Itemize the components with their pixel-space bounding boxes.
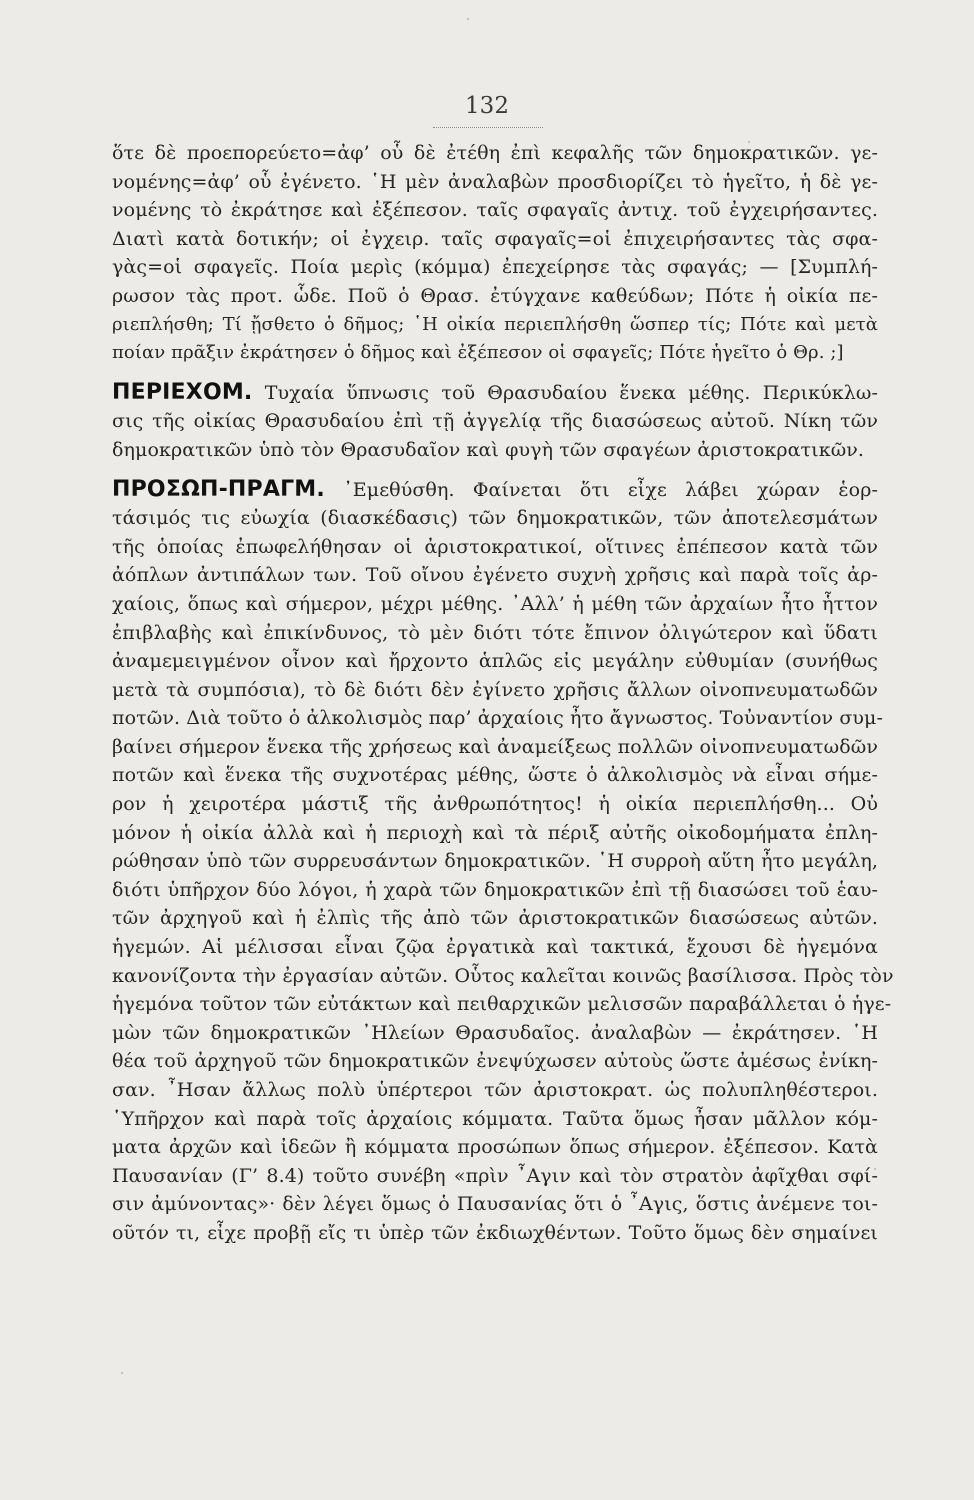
- text-line: ποίαν πρᾶξιν ἐκράτησεν ὁ δῆμος καὶ ἐξέπεσον οἱ σφαγεῖς; Πότε ἡγεῖτο ὁ Θρ. ;]: [112, 342, 844, 364]
- text-line: ρώθησαν ὑπὸ τῶν συρρευσάντων δημοκρατικῶν. ῾Η συρροὴ αὕτη ἦτο μεγάλη,: [112, 850, 878, 873]
- scan-speck: [121, 1372, 123, 1374]
- text-line: Παυσανίαν (Γ’ 8.4) τοῦτο συνέβη «πρὶν ῏Αγιν καὶ τὸν στρατὸν ἀφῖχθαι σφί-: [112, 1164, 878, 1187]
- text-line: τάσιμός τις εὐωχία (διασκέδασις) τῶν δημοκρατικῶν, τῶν ἀποτελεσμάτων: [112, 507, 878, 530]
- text-run: Τυχαία ὕπνωσις τοῦ Θρασυδαίου ἕνεκα μέθης. Περικύκλω-: [264, 381, 879, 404]
- scan-speck: [874, 1168, 876, 1170]
- text-line: νομένης=ἀφ’ οὗ ἐγένετο. ῾Η μὲν ἀναλαβὼν προσδιορίζει τὸ ἡγεῖτο, ἡ δὲ γε-: [112, 170, 878, 193]
- section-heading: ΠΡΟΣΩΠ-ΠΡΑΓΜ.: [112, 476, 325, 502]
- text-line: τῆς ὁποίας ἐπωφελήθησαν οἱ ἀριστοκρατικοί, οἵτινες ἐπέπεσον κατὰ τῶν: [112, 535, 878, 558]
- text-line: ρον ἡ χειροτέρα μάστιξ τῆς ἀνθρωπότητος! ἡ οἰκία περιεπλήσθη... Οὐ: [112, 793, 878, 816]
- text-line: μόνον ἡ οἰκία ἀλλὰ καὶ ἡ περιοχὴ καὶ τὰ πέριξ αὐτῆς οἰκοδομήματα ἐπλη-: [112, 821, 878, 844]
- text-line: θέα τοῦ ἀρχηγοῦ τῶν δημοκρατικῶν ἐνεψύχωσεν αὐτοὺς ὥστε ἀμέσως ἐνίκη-: [112, 1050, 878, 1073]
- text-line: ρωσον τὰς προτ. ὧδε. Ποῦ ὁ Θρασ. ἐτύγχανε καθεύδων; Πότε ἡ οἰκία πε-: [112, 284, 878, 307]
- text-line: ἐπιβλαβὴς καὶ ἐπικίνδυνος, τὸ μὲν διότι τότε ἔπινον ὀλιγώτερον καὶ ὕδατι: [112, 621, 878, 644]
- page-number-rule: [433, 127, 543, 128]
- text-line: νομένης τὸ ἐκράτησε καὶ ἐξέπεσον. ταῖς σφαγαῖς ἀντιχ. τοῦ ἐγχειρήσαντες.: [112, 199, 878, 222]
- scan-speck: [467, 18, 469, 20]
- text-line: ματα ἀρχῶν καὶ ἰδεῶν ἢ κόμματα προσώπων ὅπως σήμερον. ἐξέπεσον. Κατὰ: [112, 1136, 878, 1159]
- text-line: κανονίζοντα τὴν ἐργασίαν αὐτῶν. Οὗτος καλεῖται κοινῶς βασίλισσα. Πρὸς τὸν: [112, 964, 894, 987]
- text-line: ὅτε δὲ προεπορεύετο=ἀφ’ οὗ δὲ ἐτέθη ἐπὶ κεφαλῆς τῶν δημοκρατικῶν. γε-: [112, 142, 878, 164]
- text-line: ἀόπλων ἀντιπάλων των. Τοῦ οἴνου ἐγένετο συχνὴ χρῆσις καὶ παρὰ τοῖς ἀρ-: [112, 564, 878, 587]
- prosopa-first-line: [112, 476, 878, 505]
- text-line: μετὰ τὰ συμπόσια), τὸ δὲ διότι δὲν ἐγίνετο χρῆσις ἄλλων οἰνοπνευματωδῶν: [112, 678, 878, 701]
- scan-speck: [748, 141, 750, 143]
- text-line: ποτῶν. Διὰ τοῦτο ὁ ἀλκολισμὸς παρ’ ἀρχαίοις ἦτο ἄγνωστος. Τοὐναντίον συμ-: [112, 707, 884, 730]
- text-line: ἀναμεμειγμένον οἶνον καὶ ἤρχοντο ἁπλῶς εἰς μεγάλην εὐθυμίαν (συνήθως: [112, 650, 878, 673]
- text-line: Διατὶ κατὰ δοτικήν; οἱ ἐγχειρ. ταῖς σφαγαῖς=οἱ ἐπιχειρήσαντες τὰς σφα-: [112, 227, 878, 250]
- text-line: βαίνει σήμερον ἕνεκα τῆς χρήσεως καὶ ἀναμείξεως πολλῶν οἰνοπνευματωδῶν: [112, 735, 878, 758]
- text-line: ποτῶν καὶ ἕνεκα τῆς συχνοτέρας μέθης, ὥστε ὁ ἀλκολισμὸς νὰ εἶναι σήμε-: [112, 764, 878, 787]
- text-line: σις τῆς οἰκίας Θρασυδαίου ἐπὶ τῇ ἀγγελίᾳ τῆς διασώσεως αὐτοῦ. Νίκη τῶν: [112, 410, 878, 433]
- section-heading: ΠΕΡΙΕΧΟΜ.: [112, 379, 253, 405]
- text-line: ἡγεμόνα τοῦτον τῶν εὐτάκτων καὶ πειθαρχικῶν μελισσῶν παραβάλλεται ὁ ἡγε-: [112, 993, 892, 1016]
- text-line: σιν ἀμύνοντας»· δὲν λέγει ὅμως ὁ Παυσανίας ὅτι ὁ ῏Αγις, ὅστις ἀνέμενε τοι-: [112, 1193, 878, 1216]
- text-line: διότι ὑπῆρχον δύο λόγοι, ἡ χαρὰ τῶν δημοκρατικῶν ἐπὶ τῇ διασώσει τοῦ ἑαυ-: [112, 878, 878, 901]
- main-text: [112, 139, 894, 1248]
- text-line: ῾Υπῆρχον καὶ παρὰ τοῖς ἀρχαίοις κόμματα. Ταῦτα ὅμως ἦσαν μᾶλλον κόμ-: [112, 1107, 878, 1130]
- periechom-first-line: [112, 379, 878, 408]
- text-line: ριεπλήσθη; Τί ᾔσθετο ὁ δῆμος; ῾Η οἰκία περιεπλήσθη ὥσπερ τίς; Πότε καὶ μετὰ: [112, 313, 878, 335]
- text-line: ἡγεμών. Αἱ μέλισσαι εἶναι ζῷα ἐργατικὰ καὶ τακτικά, ἔχουσι δὲ ἡγεμόνα: [112, 936, 878, 959]
- text-line: τῶν ἀρχηγοῦ καὶ ἡ ἐλπὶς τῆς ἀπὸ τῶν ἀριστοκρατικῶν διασώσεως αὐτῶν.: [112, 907, 878, 930]
- text-line: οῦτόν τι, εἶχε προβῇ εἴς τι ὑπὲρ τῶν ἐκδιωχθέντων. Τοῦτο ὅμως δὲν σημαίνει: [112, 1221, 878, 1244]
- page-number: 132: [465, 93, 509, 119]
- text-line: γὰς=οἱ σφαγεῖς. Ποία μερὶς (κόμμα) ἐπεχείρησε τὰς σφαγάς; — [Συμπλή-: [112, 256, 878, 279]
- text-run: ᾿Εμεθύσθη. Φαίνεται ὅτι εἶχε λάβει χώραν ἑορ-: [343, 478, 878, 501]
- text-line: χαίοις, ὅπως καὶ σήμερον, μέχρι μέθης. ᾿Αλλ’ ἡ μέθη τῶν ἀρχαίων ἦτο ἧττον: [112, 592, 878, 615]
- text-line: μὼν τῶν δημοκρατικῶν ᾿Ηλείων Θρασυδαῖος. ἀναλαβὼν — ἐκράτησεν. ῾Η: [112, 1021, 878, 1044]
- text-line: δημοκρατικῶν ὑπὸ τὸν Θρασυδαῖον καὶ φυγὴ τῶν σφαγέων ἀριστοκρατικῶν.: [112, 438, 865, 461]
- text-line: σαν. ῏Ησαν ἄλλως πολὺ ὑπέρτεροι τῶν ἀριστοκρατ. ὡς πολυπληθέστεροι.: [112, 1079, 878, 1101]
